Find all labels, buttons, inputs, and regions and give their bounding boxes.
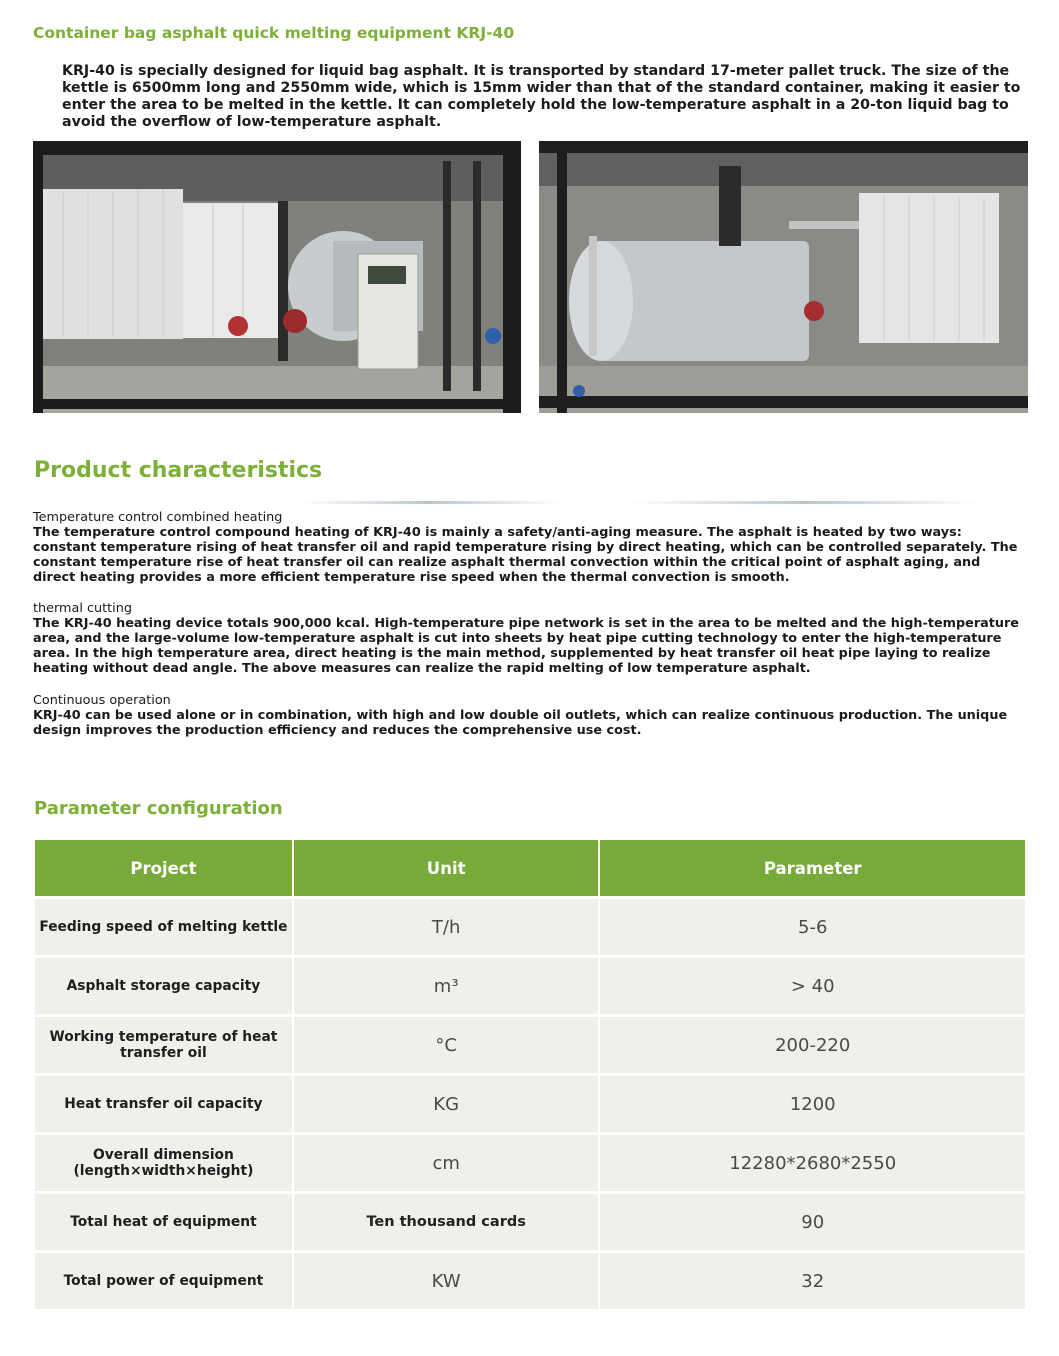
- cell-unit: T/h: [293, 898, 600, 957]
- cell-project: Overall dimension (length×width×height): [35, 1134, 293, 1193]
- cell-project: Heat transfer oil capacity: [35, 1075, 293, 1134]
- cell-unit: KG: [293, 1075, 600, 1134]
- section-divider-left: [300, 501, 560, 504]
- feature-text: The KRJ-40 heating device totals 900,000 kcal. High-temperature pipe network is set in the area to be melted and the high-temperature area, and the large-volume low-temperature asphalt is cut into sheets by heat pipe cutting technology to enter the high-temperature area. In the high temperature area, direct heating is the main method, supplemented by heat transfer oil heat pipe laying to realize heating without dead angle. The above measures can realize the rapid melting of low temperature asphalt.: [33, 616, 1019, 676]
- page-title: Container bag asphalt quick melting equipment KRJ-40: [33, 24, 515, 42]
- table-header-row: [35, 840, 1026, 898]
- feature-text: The temperature control compound heating of KRJ-40 is mainly a safety/anti-aging measure. The asphalt is heated by two ways: constant temperature rising of heat transfer oil and rapid temperature rising by direct heating, which can be controlled separately. The constant temperature rise of heat transfer oil can realize asphalt thermal convection within the critical point of asphalt aging, and direct heating provides a more efficient temperature rise speed when the thermal convection is smooth.: [33, 525, 1018, 585]
- product-photo-left: [33, 141, 521, 413]
- cell-unit: Ten thousand cards: [293, 1193, 600, 1252]
- cell-project: Total heat of equipment: [35, 1193, 293, 1252]
- section-divider-right: [630, 501, 980, 504]
- section-title-parameters: Parameter configuration: [34, 798, 283, 819]
- table-row: [35, 957, 1026, 1016]
- feature-block-continuous: [33, 693, 1023, 738]
- cell-parameter: 1200: [599, 1075, 1026, 1134]
- cell-project: Working temperature of heat transfer oil: [35, 1016, 293, 1075]
- feature-title: Continuous operation: [33, 693, 171, 708]
- column-header-project: Project: [35, 840, 293, 898]
- cell-unit: m³: [293, 957, 600, 1016]
- cell-project: Asphalt storage capacity: [35, 957, 293, 1016]
- feature-block-temperature: [33, 510, 1023, 585]
- product-photo-left-image: [33, 141, 521, 413]
- intro-paragraph: KRJ-40 is specially designed for liquid bag asphalt. It is transported by standard 17-meter pallet truck. The size of the kettle is 6500mm long and 2550mm wide, which is 15mm wider than that of the standard container, making it easier to enter the area to be melted in the kettle. It can completely hold the low-temperature asphalt in a 20-ton liquid bag to avoid the overflow of low-temperature asphalt.: [62, 63, 1021, 130]
- table-row: [35, 1252, 1026, 1310]
- feature-text: KRJ-40 can be used alone or in combination, with high and low double oil outlets, which can realize continuous production. The unique design improves the production efficiency and reduces the comprehensive use cost.: [33, 708, 1008, 738]
- column-header-parameter: Parameter: [599, 840, 1026, 898]
- product-photo-right: [539, 141, 1028, 413]
- cell-parameter: 12280*2680*2550: [599, 1134, 1026, 1193]
- parameter-table: [35, 840, 1027, 1309]
- section-title-characteristics: Product characteristics: [34, 458, 323, 483]
- product-photo-right-image: [539, 141, 1028, 413]
- table-row: [35, 1075, 1026, 1134]
- table-row: [35, 1134, 1026, 1193]
- cell-parameter: > 40: [599, 957, 1026, 1016]
- cell-unit: KW: [293, 1252, 600, 1310]
- table-row: [35, 898, 1026, 957]
- cell-unit: °C: [293, 1016, 600, 1075]
- cell-project: Total power of equipment: [35, 1252, 293, 1310]
- cell-parameter: 5-6: [599, 898, 1026, 957]
- cell-parameter: 32: [599, 1252, 1026, 1310]
- cell-parameter: 90: [599, 1193, 1026, 1252]
- column-header-unit: Unit: [293, 840, 600, 898]
- cell-project: Feeding speed of melting kettle: [35, 898, 293, 957]
- feature-title: thermal cutting: [33, 601, 132, 616]
- feature-title: Temperature control combined heating: [33, 510, 283, 525]
- cell-parameter: 200-220: [599, 1016, 1026, 1075]
- table-row: [35, 1016, 1026, 1075]
- cell-unit: cm: [293, 1134, 600, 1193]
- table-row: [35, 1193, 1026, 1252]
- feature-block-thermal-cutting: [33, 601, 1023, 676]
